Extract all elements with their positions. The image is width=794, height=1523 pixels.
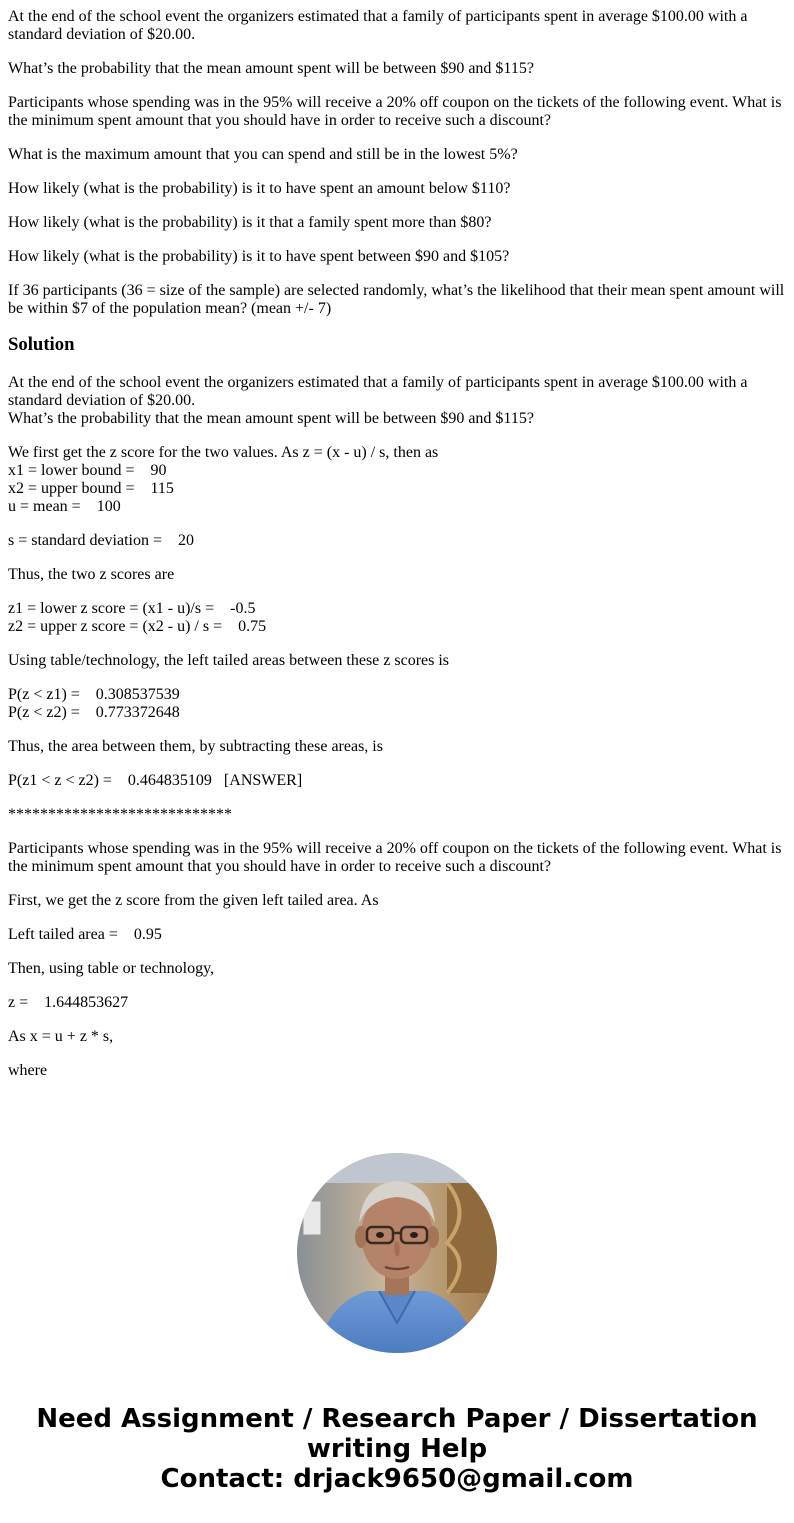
question-2-repeat: Participants whose spending was in the 95% will receive a 20% off coupon on the tickets of the following event. What is the minimum spent amount that you should have in order to receive such a discount?	[8, 840, 782, 875]
sd-line: s = standard deviation = 20	[8, 532, 195, 549]
x-formula: As x = u + z * s,	[8, 1028, 114, 1045]
z-from-area: First, we get the z score from the given left tailed area. As	[8, 892, 379, 909]
between-intro: Thus, the area between them, by subtracting these areas, is	[8, 738, 383, 755]
p2-line: P(z < z2) = 0.773372648	[8, 704, 180, 721]
left-tailed-area: Left tailed area = 0.95	[8, 926, 162, 943]
footer-line-2: writing Help	[306, 1434, 488, 1464]
question-4: How likely (what is the probability) is it to have spent an amount below $110?	[8, 180, 511, 197]
areas-intro: Using table/technology, the left tailed areas between these z scores is	[8, 652, 450, 669]
question-intro: At the end of the school event the organizers estimated that a family of participants spent in average $100.00 with a standard deviation of $20.00.	[8, 8, 748, 43]
question-2: Participants whose spending was in the 95% will receive a 20% off coupon on the tickets of the following event. What is the minimum spent amount that you should have in order to receive such a discount?	[8, 94, 782, 129]
separator-stars: ****************************	[8, 806, 232, 823]
zscore-definition	[8, 444, 786, 516]
tutor-portrait	[297, 1153, 497, 1353]
question-7: If 36 participants (36 = size of the sample) are selected randomly, what’s the likelihood that their mean spent amount will be within $7 of the population mean? (mean +/- 7)	[8, 282, 785, 317]
p1-line: P(z < z1) = 0.308537539	[8, 686, 180, 703]
footer-banner	[0, 1404, 794, 1494]
footer-line-1: Need Assignment / Research Paper / Dissertation	[36, 1404, 758, 1434]
zscore-intro: We first get the z score for the two values. As z = (x - u) / s, then as	[8, 444, 439, 461]
answer-line: P(z1 < z < z2) = 0.464835109 [ANSWER]	[8, 772, 303, 789]
question-5: How likely (what is the probability) is it that a family spent more than $80?	[8, 214, 492, 231]
solution-intro-line-1: At the end of the school event the organizers estimated that a family of participants spent in average $100.00 with a standard deviation of $20.00.	[8, 374, 748, 409]
left-areas	[8, 686, 786, 722]
then-table: Then, using table or technology,	[8, 960, 215, 977]
x2-line: x2 = upper bound = 115	[8, 480, 174, 497]
solution-intro	[8, 374, 786, 428]
x1-line: x1 = lower bound = 90	[8, 462, 167, 479]
question-3: What is the maximum amount that you can spend and still be in the lowest 5%?	[8, 146, 518, 163]
question-1: What’s the probability that the mean amount spent will be between $90 and $115?	[8, 60, 534, 77]
solution-heading: Solution	[8, 334, 75, 355]
z-value: z = 1.644853627	[8, 994, 129, 1011]
document-body	[8, 8, 786, 1096]
where-text: where	[8, 1062, 48, 1079]
question-6: How likely (what is the probability) is it to have spent between $90 and $105?	[8, 248, 510, 265]
z-scores	[8, 600, 786, 636]
solution-intro-line-2: What’s the probability that the mean amount spent will be between $90 and $115?	[8, 410, 534, 427]
mean-line: u = mean = 100	[8, 498, 121, 515]
tutor-photo	[297, 1153, 497, 1353]
z1-line: z1 = lower z score = (x1 - u)/s = -0.5	[8, 600, 256, 617]
z2-line: z2 = upper z score = (x2 - u) / s = 0.75	[8, 618, 267, 635]
two-z-scores: Thus, the two z scores are	[8, 566, 175, 583]
footer-contact: Contact: drjack9650@gmail.com	[160, 1464, 634, 1494]
